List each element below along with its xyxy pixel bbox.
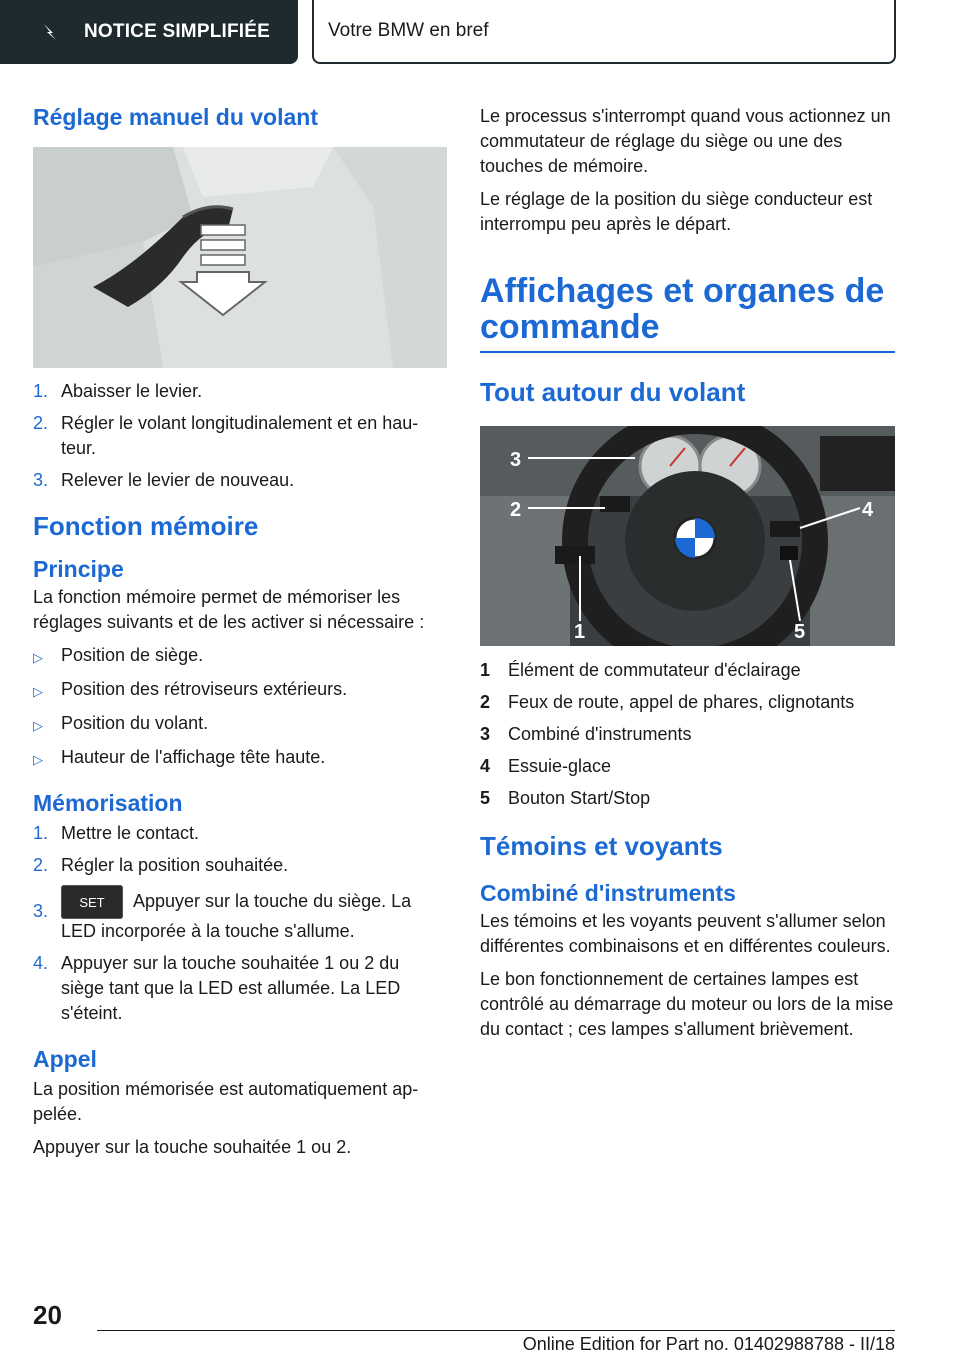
list-item: ▷ Hauteur de l'affichage tête haute. [33, 745, 447, 772]
callout-1: 1 [574, 621, 586, 643]
quick-reference-icon [40, 21, 62, 43]
triangle-bullet-icon: ▷ [33, 752, 43, 767]
steering-steps-list [33, 379, 447, 493]
callout-2: 2 [510, 499, 522, 521]
quick-reference-tab [0, 0, 298, 64]
quick-reference-label: NOTICE SIMPLIFIÉE [84, 21, 271, 42]
memory-settings-list [33, 643, 447, 772]
list-item: 3. SET Appuyer sur la touche du siège. La LED incorporée à la touche s'allume. [33, 885, 447, 944]
recall-instruction: Appuyer sur la touche souhaitée 1 ou 2. [33, 1137, 352, 1157]
callout-5: 5 [794, 621, 806, 643]
list-item: ▷ Position de siège. [33, 643, 447, 670]
list-item: 5 Bouton Start/Stop [480, 788, 651, 808]
list-item: 2. Régler le volant longitudinalement et en hauteur. [33, 413, 419, 458]
storing-heading: Mémorisation [33, 790, 183, 816]
list-item: 3. Relever le levier de nouveau. [33, 470, 295, 490]
list-item: 3 Combiné d'instruments [480, 724, 692, 744]
list-item: 1 Élément de commutateur d'éclairage [480, 660, 801, 680]
cockpit-figure [480, 426, 895, 646]
callout-4: 4 [862, 499, 874, 521]
cluster-check-text: Le bon fonctionnement de certaines lampes est contrôlé au démarrage du moteur ou lors de la mise du contact ; ces lampes s'allument brièvement. [480, 969, 894, 1039]
list-item: ▷ Position du volant. [33, 711, 447, 738]
list-item: 4 Essuie-glace [480, 756, 612, 776]
list-item: 1. Abaisser le levier. [33, 381, 203, 401]
set-button-icon: SET [61, 885, 123, 919]
steering-lever-figure [33, 147, 447, 368]
list-item: 2 Feux de route, appel de phares, clignotants [480, 692, 855, 712]
triangle-bullet-icon: ▷ [33, 718, 43, 733]
recall-heading: Appel [33, 1046, 97, 1072]
storing-steps-list [33, 821, 447, 1026]
list-item: 2. Régler la position souhaitée. [33, 855, 289, 875]
cockpit-legend [480, 658, 895, 811]
indicators-heading: Témoins et voyants [480, 831, 723, 861]
triangle-bullet-icon: ▷ [33, 684, 43, 699]
edition-note: Online Edition for Part no. 01402988788 - II/18 [522, 1334, 895, 1354]
interrupt-text: Le processus s'interrompt quand vous actionnez un commutateur de réglage du siège ou une des touches de mémoire. [480, 106, 891, 176]
steering-adjust-heading: Réglage manuel du volant [33, 104, 318, 130]
displays-controls-heading: Affichages et organes de commande [480, 273, 895, 353]
triangle-bullet-icon: ▷ [33, 650, 43, 665]
right-column [480, 104, 895, 1042]
section-tab [312, 0, 896, 64]
footer-divider [97, 1330, 895, 1331]
memory-function-heading: Fonction mémoire [33, 511, 259, 541]
list-item: ▷ Position des rétroviseurs extérieurs. [33, 677, 447, 704]
page-number: 20 [33, 1300, 62, 1330]
around-steering-heading: Tout autour du volant [480, 377, 746, 407]
section-title: Votre BMW en bref [328, 20, 489, 41]
recall-text: La position mémorisée est automatiquement appelée. [33, 1079, 419, 1124]
driver-seat-text: Le réglage de la position du siège conducteur est interrompu peu après le départ. [480, 189, 873, 234]
principle-text: La fonction mémoire permet de mémoriser les réglages suivants et de les activer si nécessaire : [33, 587, 425, 632]
cluster-text: Les témoins et les voyants peuvent s'allumer selon différentes combinaisons et en différentes couleurs. [480, 911, 891, 956]
principle-heading: Principe [33, 556, 124, 582]
callout-3: 3 [510, 449, 522, 471]
list-item: 1. Mettre le contact. [33, 823, 200, 843]
left-column [33, 96, 447, 1160]
list-item: 4. Appuyer sur la touche souhaitée 1 ou 2 du siège tant que la LED est allumée. La LED s'éteint. [33, 953, 401, 1023]
cluster-heading: Combiné d'instruments [480, 880, 736, 906]
